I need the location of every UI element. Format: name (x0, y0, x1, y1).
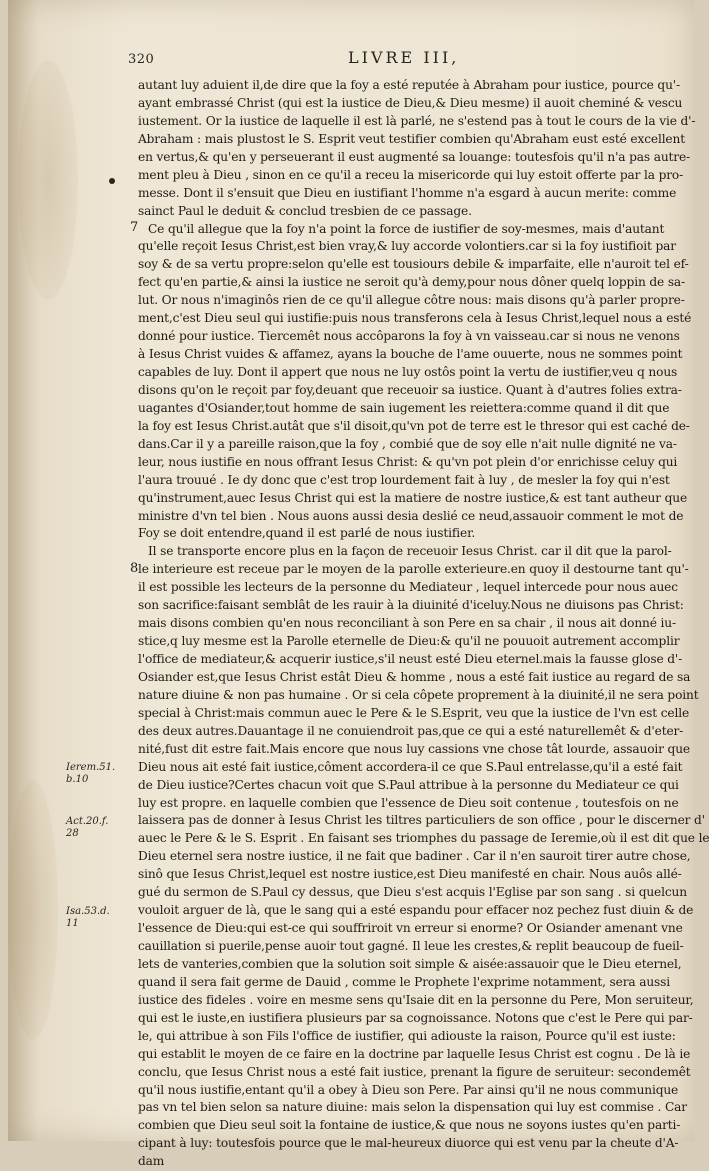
text-line: auec le Pere & le S. Esprit . En faisant ses triomphes du passage de Ieremie,où il est dit que le (138, 831, 709, 846)
text-line: laissera pas de donner à Iesus Christ les tiltres particuliers de son office , pour le discerner d' (138, 813, 705, 828)
text-line: donné pour iustice. Tiercemêt nous accôparons la foy à vn vaisseau.car si nous ne venons (138, 329, 680, 344)
text-line: Foy se doit entendre,quand il est parlé de nous iustifier. (138, 526, 476, 541)
margin-note: Act.20.f. 28 (66, 816, 109, 839)
text-line: des deux autres.Dauantage il ne conuiendroit pas,que ce qui a esté naturellemêt & d'eter- (138, 723, 684, 738)
text-line: fect qu'en partie,& ainsi la iustice ne seroit qu'à demy,pour nous dôner quelq loppin de sa- (138, 275, 686, 290)
text-line: special à Christ:mais commun auec le Pere & le S.Esprit, veu que la iustice de l'vn est celle (138, 705, 690, 720)
text-line: mais disons combien qu'en nous reconciliant à son Pere en sa chair , il nous ait donné iu- (138, 616, 676, 631)
text-line: iustice des fideles . voire en mesme sens qu'Isaie dit en la personne du Pere, Mon seruiteur, (138, 992, 694, 1007)
paragraph-number: 8 (130, 561, 139, 576)
text-line: en vertus,& qu'en y perseuerant il eust augmenté sa louange: toutesfois qu'il n'a pas autre- (138, 149, 691, 164)
text-line: il est possible les lecteurs de la personne du Mediateur , lequel intercede pour nous auec (138, 580, 678, 595)
text-line: la foy est Iesus Christ.autât que s'il disoit,qu'vn pot de terre est le thresor qui est caché de- (138, 418, 690, 433)
text-line: messe. Dont il s'ensuit que Dieu en iustifiant l'homme n'a esgard à aucun merite: comme (138, 185, 677, 200)
text-line: qu'instrument,auec Iesus Christ qui est la matiere de nostre iustice,& est tant autheur que (138, 490, 688, 505)
text-line: disons qu'on le reçoit par foy,deuant que receuoir sa iustice. Quant à d'autres folies extra- (138, 382, 682, 397)
text-line: à Iesus Christ vuides & affamez, ayans la bouche de l'ame ouuerte, nous ne sommes point (138, 347, 683, 362)
text-line: luy est propre. en laquelle combien que l'essence de Dieu soit contenue , toutesfois on ne (138, 795, 679, 810)
text-line: capables de luy. Dont il appert que nous ne luy ostôs point la vertu de iustifier,veu q nous (138, 365, 678, 379)
text-line: uagantes d'Osiander,tout homme de sain iugement les reiettera:comme quand il dit que (138, 400, 670, 415)
text-line: Dieu eternel sera nostre iustice, il ne fait que badiner . Car il n'en sauroit tirer autre chose, (138, 849, 691, 864)
text-line: de Dieu iustice?Certes chacun voit que S.Paul attribue à la personne du Mediateur ce qui (138, 777, 679, 792)
margin-note: Ierem.51. b.10 (66, 762, 116, 785)
running-title: LIVRE III, (348, 48, 460, 67)
text-line: qu'il nous iustifie,entant qu'il a obey à Dieu son Pere. Par ainsi qu'il ne nous communique (138, 1082, 679, 1097)
text-line: nité,fust dit estre fait.Mais encore que nous luy cassions vne chose tât lourde, assauoir que (138, 741, 690, 756)
text-line: stice,q luy mesme est la Parolle eternelle de Dieu:& qu'il ne pouuoit autrement accomplir (138, 634, 680, 649)
text-line: lets de vanteries,combien que la solution soit simple & aisée:assauoir que le Dieu eternel, (138, 956, 682, 971)
text-line: le interieure est receue par le moyen de la parolle exterieure.en quoy il destourne tant qu'- (138, 562, 689, 577)
text-line: Dieu nous ait esté fait iustice,côment accordera-il ce que S.Paul entrelasse,qu'il a esté fait (138, 759, 683, 774)
text-line: l'office de mediateur,& acquerir iustice,s'il neust esté Dieu eternel.mais la fausse glose d'- (138, 652, 683, 666)
page-header (8, 48, 694, 72)
text-line: Osiander est,que Iesus Christ estât Dieu & homme , nous a esté fait iustice au regard de sa (138, 669, 691, 684)
text-line: Il se transporte encore plus en la façon de receuoir Iesus Christ. car il dit que la parol- (148, 544, 672, 559)
text-line: dans.Car il y a pareille raison,que la foy , combié que de soy elle n'ait nulle dignité ne va- (138, 436, 677, 451)
text-line: soy & de sa vertu propre:selon qu'elle est tousiours debile & imparfaite, elle n'auroit tel ef- (138, 257, 689, 272)
text-line: le, qui attribue à son Fils l'office de iustifier, qui adiouste la raison, Pource qu'il est iuste: (138, 1028, 676, 1043)
text-line: Ce qu'il allegue que la foy n'a point la force de iustifier de soy-mesmes, mais d'autant (148, 221, 665, 236)
text-line: vouloit arguer de là, que le sang qui a esté espandu pour effacer noz pechez fust diuin & de (138, 903, 694, 918)
margin-note: Isa.53.d. 11 (66, 906, 110, 929)
margin-bullet-icon (109, 178, 115, 184)
text-line: ment pleu à Dieu , sinon en ce qu'il a receu la misericorde qui luy estoit offerte par la pro- (138, 167, 684, 182)
text-line: leur, nous iustifie en nous offrant Iesus Christ: & qu'vn pot plein d'or enrichisse celuy qui (138, 454, 678, 469)
text-line: quand il sera fait germe de Dauid , comme le Prophete l'exprime notamment, sera aussi (138, 974, 671, 989)
text-line: l'aura trouué . Ie dy donc que c'est trop lourdement fait à luy , de mesler la foy qui n'est (138, 472, 670, 487)
text-line: qu'elle reçoit Iesus Christ,est bien vray,& luy accorde volontiers.car si la foy iustifioit par (138, 239, 676, 254)
text-line: autant luy aduient il,de dire que la foy a esté reputée à Abraham pour iustice, pource qu'- (138, 78, 680, 92)
text-line: cipant à luy: toutesfois pource que le mal-heureux diuorce qui est venu par la cheute d'A- (138, 1136, 679, 1151)
text-line: son sacrifice:faisant semblât de les rauir à la diuinité d'iceluy.Nous ne diuisons pas Christ: (138, 598, 684, 613)
text-line: dam (138, 1154, 165, 1169)
text-line: Abraham : mais plustost le S. Esprit veut testifier combien qu'Abraham eust esté excellent (138, 131, 685, 146)
text-line: sinô que Iesus Christ,lequel est nostre iustice,est Dieu manifesté en chair. Nous auôs allé- (138, 867, 682, 882)
main-text (130, 77, 709, 1171)
text-line: iustement. Or la iustice de laquelle il est là parlé, ne s'estend pas à tout le cours de la vie d'- (138, 113, 696, 128)
paper-stain (18, 60, 78, 300)
paragraph-number: 7 (130, 220, 139, 235)
text-line: l'essence de Dieu:qui est-ce qui souffriroit vn erreur si enorme? Or Osiander amenant vne (138, 921, 683, 936)
text-line: combien que Dieu seul soit la fontaine de iustice,& que nous ne soyons iustes qu'en parti- (138, 1118, 681, 1133)
text-line: sainct Paul le deduit & conclud tresbien de ce passage. (138, 203, 472, 218)
text-line: ministre d'vn tel bien . Nous auons aussi desia deslié ce neud,assauoir comment le mot de (138, 508, 684, 523)
text-line: conclu, que Iesus Christ nous a esté fait iustice, prenant la figure de seruiteur: secondemêt (138, 1064, 691, 1079)
text-line: ment,c'est Dieu seul qui iustifie:puis nous transferons cela à Iesus Christ,lequel nous a esté (138, 311, 692, 326)
text-line: pas vn tel bien selon sa nature diuine: mais selon la dispensation qui luy est commise . Car (138, 1100, 687, 1115)
page-number: 320 (128, 52, 155, 67)
text-line: nature diuine & non pas humaine . Or si cela côpete proprement à la diuinité,il ne sera point (138, 687, 699, 702)
text-line: ayant embrassé Christ (qui est la iustice de Dieu,& Dieu mesme) il auoit cheminé & vescu (138, 95, 683, 110)
text-line: gué du sermon de S.Paul cy dessus, que Dieu s'est acquis l'Eglise par son sang . si quelcun (138, 885, 687, 900)
text-line: cauillation si puerile,pense auoir tout gagné. Il leue les crestes,& replit beaucoup de fueil- (138, 939, 684, 953)
text-line: lut. Or nous n'imaginôs rien de ce qu'il allegue côtre nous: mais disons qu'à parler propre- (138, 293, 685, 308)
paper-stain (8, 780, 58, 1040)
text-line: qui establit le moyen de ce faire en la doctrine par laquelle Iesus Christ est cognu . De là ie (138, 1046, 691, 1061)
text-line: qui est le iuste,en iustifiera plusieurs par sa cognoissance. Notons que c'est le Pere qui par- (138, 1010, 693, 1025)
book-page (8, 0, 709, 1169)
